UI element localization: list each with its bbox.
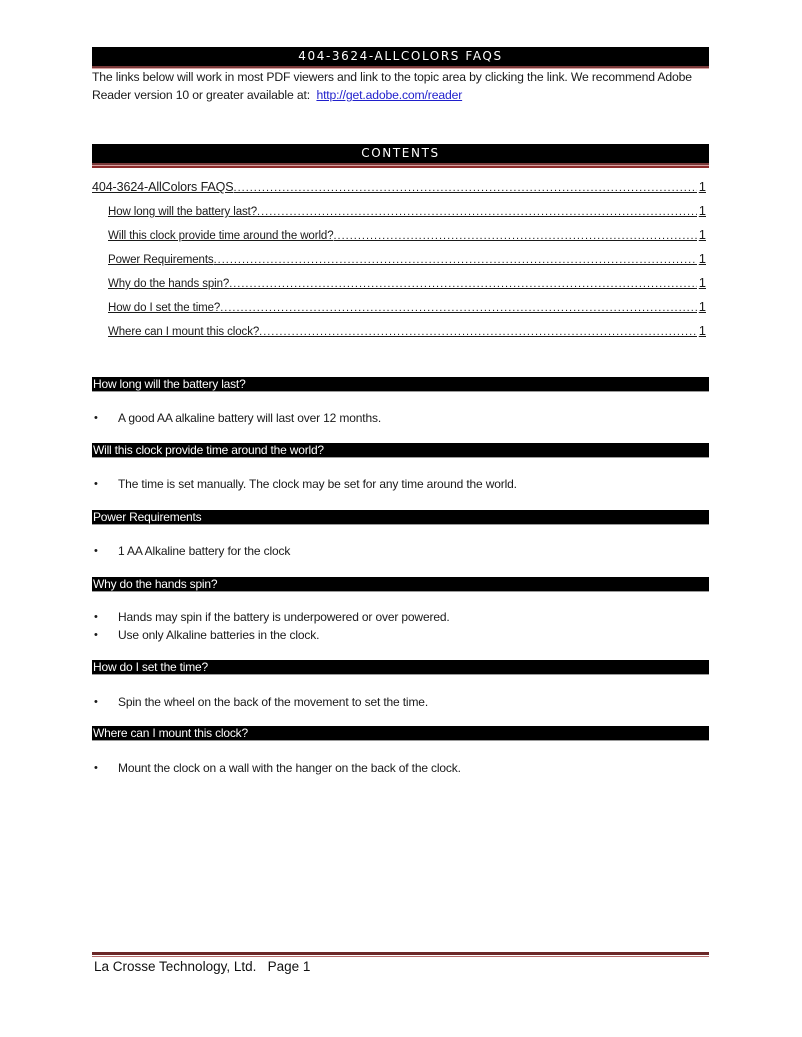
toc-label: Power Requirements [108, 254, 214, 266]
toc-item-mount[interactable] [108, 323, 706, 338]
toc-leader-dots [259, 326, 697, 338]
toc-page-number: 1 [698, 203, 706, 218]
footer-page-number: Page 1 [267, 959, 311, 974]
bullet-icon: • [94, 545, 98, 557]
toc-item-world-time[interactable] [108, 227, 706, 242]
section-heading-hands-spin: Why do the hands spin? [92, 577, 709, 592]
toc-leader-dots [257, 206, 697, 218]
footer-rule-accent [92, 956, 709, 957]
toc-leader-dots [220, 302, 697, 314]
contents-heading-bar [92, 144, 709, 163]
toc-label: How long will the battery last? [108, 206, 258, 218]
page-footer [94, 959, 310, 974]
bullet-text: 1 AA Alkaline battery for the clock [118, 544, 291, 558]
intro-paragraph [92, 68, 709, 104]
bullet-icon: • [94, 478, 98, 490]
toc-item-set-time[interactable] [108, 299, 706, 314]
document-title-bar [92, 47, 709, 66]
toc-page-number: 1 [698, 251, 706, 266]
document-title: 404-3624-ALLCOLORS FAQS [298, 49, 503, 63]
toc-label: 404-3624-AllColors FAQS [92, 180, 234, 194]
toc-leader-dots [334, 230, 697, 242]
section-heading-world-time: Will this clock provide time around the world? [92, 443, 709, 458]
toc-page-number: 1 [698, 227, 706, 242]
toc-page-number: 1 [698, 299, 706, 314]
bullet-text: A good AA alkaline battery will last over 12 months. [118, 411, 382, 425]
intro-text: The links below will work in most PDF viewers and link to the topic area by clicking the link. We recommend Adobe Reader version 10 or greater available at: [92, 70, 692, 102]
toc-item-power[interactable] [108, 251, 706, 266]
bullet-text: Spin the wheel on the back of the movement to set the time. [118, 695, 428, 709]
bullet-icon: • [94, 412, 98, 424]
bullet-icon: • [94, 762, 98, 774]
toc-item-faqs[interactable] [92, 179, 706, 194]
footer-rule [92, 952, 709, 955]
contents-rule-dark [92, 166, 709, 168]
adobe-reader-link[interactable]: http://get.adobe.com/reader [316, 88, 463, 102]
section-heading-power: Power Requirements [92, 510, 709, 525]
section-heading-battery: How long will the battery last? [92, 377, 709, 392]
bullet-text: The time is set manually. The clock may be set for any time around the world. [118, 477, 517, 491]
toc-page-number: 1 [698, 275, 706, 290]
toc-leader-dots [229, 278, 697, 290]
toc-page-number: 1 [698, 179, 706, 194]
bullet-icon: • [94, 629, 98, 641]
toc-page-number: 1 [698, 323, 706, 338]
bullet-text: Use only Alkaline batteries in the clock. [118, 628, 320, 642]
toc-leader-dots [234, 182, 697, 194]
bullet-icon: • [94, 611, 98, 623]
bullet-icon: • [94, 696, 98, 708]
toc-label: How do I set the time? [108, 302, 221, 314]
toc-label: Why do the hands spin? [108, 278, 230, 290]
footer-company: La Crosse Technology, Ltd. [94, 959, 257, 974]
toc-label: Will this clock provide time around the world? [108, 230, 334, 242]
toc-item-battery[interactable] [108, 203, 706, 218]
toc-item-hands-spin[interactable] [108, 275, 706, 290]
toc-label: Where can I mount this clock? [108, 326, 260, 338]
section-heading-mount: Where can I mount this clock? [92, 726, 709, 741]
contents-heading: CONTENTS [361, 146, 440, 160]
bullet-text: Mount the clock on a wall with the hanger on the back of the clock. [118, 761, 461, 775]
bullet-text: Hands may spin if the battery is underpowered or over powered. [118, 610, 450, 624]
toc-leader-dots [214, 254, 697, 266]
section-heading-set-time: How do I set the time? [92, 660, 709, 675]
